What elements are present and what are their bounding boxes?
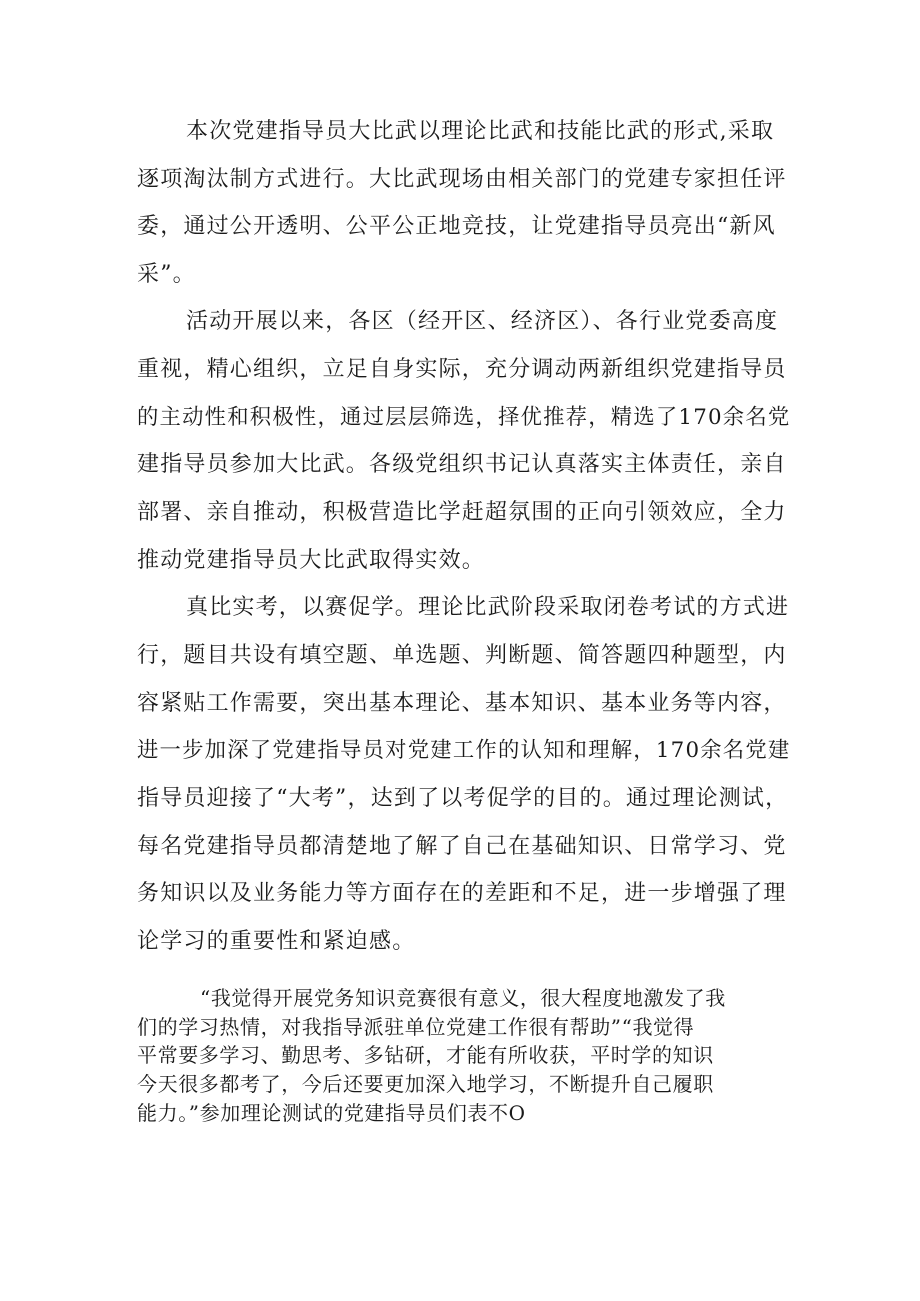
text-line: 重视，精心组织，立足自身实际，充分调动两新组织党建指导员 xyxy=(137,357,787,382)
text-line: 平常要多学习、勤思考、多钻研，才能有所收获，平时学的知识 xyxy=(137,1043,714,1067)
text-line: 们的学习热情，对我指导派驻单位党建工作很有帮助”“我觉得 xyxy=(137,1015,695,1039)
text-line: 行，题目共设有填空题、单选题、判断题、简答题四种题型，内 xyxy=(137,643,787,668)
text-line: 务知识以及业务能力等方面存在的差距和不足，进一步增强了理 xyxy=(137,881,787,906)
text-line: 本次党建指导员大比武以理论比武和技能比武的形式,采取 xyxy=(186,119,775,144)
text-line: 能力。”参加理论测试的党建指导员们表不O xyxy=(137,1101,526,1125)
text-line: 论学习的重要性和紧迫感。 xyxy=(137,929,416,954)
text-line: 容紧贴工作需要，突出基本理论、基本知识、基本业务等内容， xyxy=(137,691,787,716)
text-line: 部署、亲自推动，积极营造比学赶超氛围的正向引领效应，全力 xyxy=(137,500,787,525)
text-line: 采”。 xyxy=(137,262,196,287)
text-line: 委，通过公开透明、公平公正地竞技，让党建指导员亮出“新风 xyxy=(137,214,776,239)
text-line: 今天很多都考了，今后还要更加深入地学习，不断提升自己履职 xyxy=(137,1072,714,1096)
text-line: 建指导员参加大比武。各级党组织书记认真落实主体责任，亲自 xyxy=(137,452,787,477)
text-line: 进一步加深了党建指导员对党建工作的认知和理解，170余名党建 xyxy=(137,738,791,763)
text-line: 逐项淘汰制方式进行。大比武现场由相关部门的党建专家担任评 xyxy=(137,167,787,192)
text-line: 的主动性和积极性，通过层层筛选，择优推荐，精选了170余名党 xyxy=(137,405,791,430)
text-line: 推动党建指导员大比武取得实效。 xyxy=(137,548,486,573)
text-line: 真比实考，以赛促学。理论比武阶段采取闭卷考试的方式进 xyxy=(186,595,790,620)
text-line: 指导员迎接了“大考”，达到了以考促学的目的。通过理论测试， xyxy=(137,786,789,811)
text-line: 每名党建指导员都清楚地了解了自己在基础知识、日常学习、党 xyxy=(137,834,787,859)
text-line: 活动开展以来，各区（经开区、经济区）、各行业党委高度 xyxy=(186,309,779,334)
text-line: “我觉得开展党务知识竞赛很有意义，很大程度地激发了我 xyxy=(200,986,726,1010)
